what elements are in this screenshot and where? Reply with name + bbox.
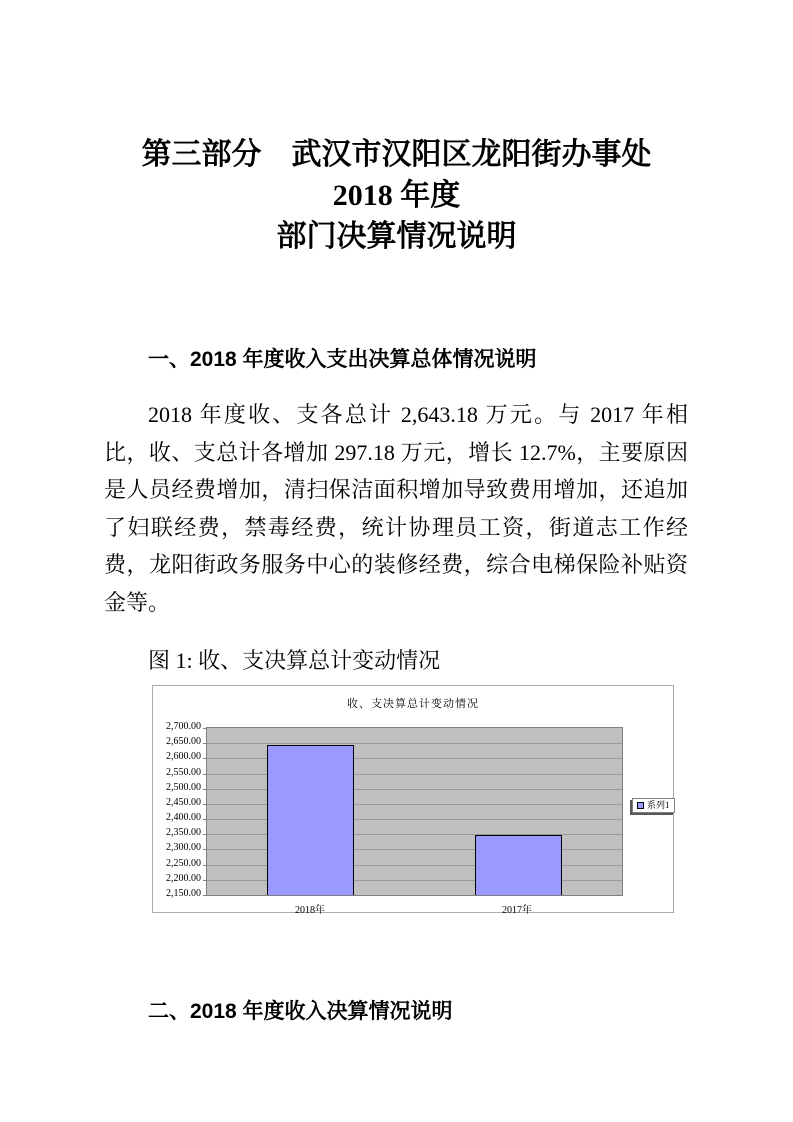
x-axis-tick-label: 2018年: [295, 905, 325, 916]
y-axis-tick: [203, 743, 207, 744]
y-axis-tick-label: 2,250.00: [166, 858, 201, 869]
figure-1-chart: [152, 685, 674, 916]
y-axis-tick-label: 2,650.00: [166, 736, 201, 747]
y-axis-tick: [203, 849, 207, 850]
y-axis-tick: [203, 895, 207, 896]
y-axis-tick: [203, 880, 207, 881]
y-axis-tick-label: 2,150.00: [166, 888, 201, 899]
y-axis-tick: [203, 834, 207, 835]
y-axis-tick: [203, 789, 207, 790]
document-title: [0, 134, 793, 257]
y-axis-tick: [203, 758, 207, 759]
chart-bar: [267, 745, 354, 895]
figure-1-caption: 图 1: 收、支决算总计变动情况: [148, 648, 441, 673]
paragraph-1: 2018 年度收、支各总计 2,643.18 万元。与 2017 年相比，收、支总计各增加 297.18 万元，增长 12.7%，主要原因是人员经费增加，清扫保洁面积增加导致费用增加，还追加了妇联经费，禁毒经费，统计协理员工资，街道志工作经费，龙阳街政务服务中心的装修经费，综合电梯保险补贴资金等。: [104, 402, 688, 615]
y-axis-tick: [203, 819, 207, 820]
y-axis-tick: [203, 804, 207, 805]
legend-swatch-icon: [637, 802, 644, 809]
y-axis-tick: [203, 774, 207, 775]
y-axis-tick-label: 2,500.00: [166, 782, 201, 793]
y-axis-tick: [203, 728, 207, 729]
document-title-line: 部门决算情况说明: [276, 220, 517, 253]
section-2-heading: 二、2018 年度收入决算情况说明: [148, 1000, 453, 1023]
y-axis-tick-label: 2,400.00: [166, 812, 201, 823]
chart-legend: [632, 798, 675, 813]
document-title-line: 2018 年度: [332, 179, 461, 212]
chart-gridline: [207, 743, 622, 744]
chart-plot-area: [206, 727, 623, 896]
y-axis-tick-label: 2,350.00: [166, 827, 201, 838]
y-axis-tick: [203, 865, 207, 866]
document-title-line: 第三部分 武汉市汉阳区龙阳街办事处: [141, 138, 652, 171]
y-axis-tick-label: 2,550.00: [166, 767, 201, 778]
legend-series-label: 系列1: [647, 800, 670, 810]
chart-bar: [475, 835, 562, 895]
y-axis-tick-label: 2,300.00: [166, 842, 201, 853]
y-axis-tick-label: 2,600.00: [166, 751, 201, 762]
y-axis-tick-label: 2,700.00: [166, 721, 201, 732]
x-axis-tick-label: 2017年: [502, 905, 532, 916]
y-axis-tick-label: 2,450.00: [166, 797, 201, 808]
chart-title: 收、支决算总计变动情况: [347, 698, 479, 710]
section-1-heading: 一、2018 年度收入支出决算总体情况说明: [148, 348, 537, 371]
y-axis-tick-label: 2,200.00: [166, 873, 201, 884]
